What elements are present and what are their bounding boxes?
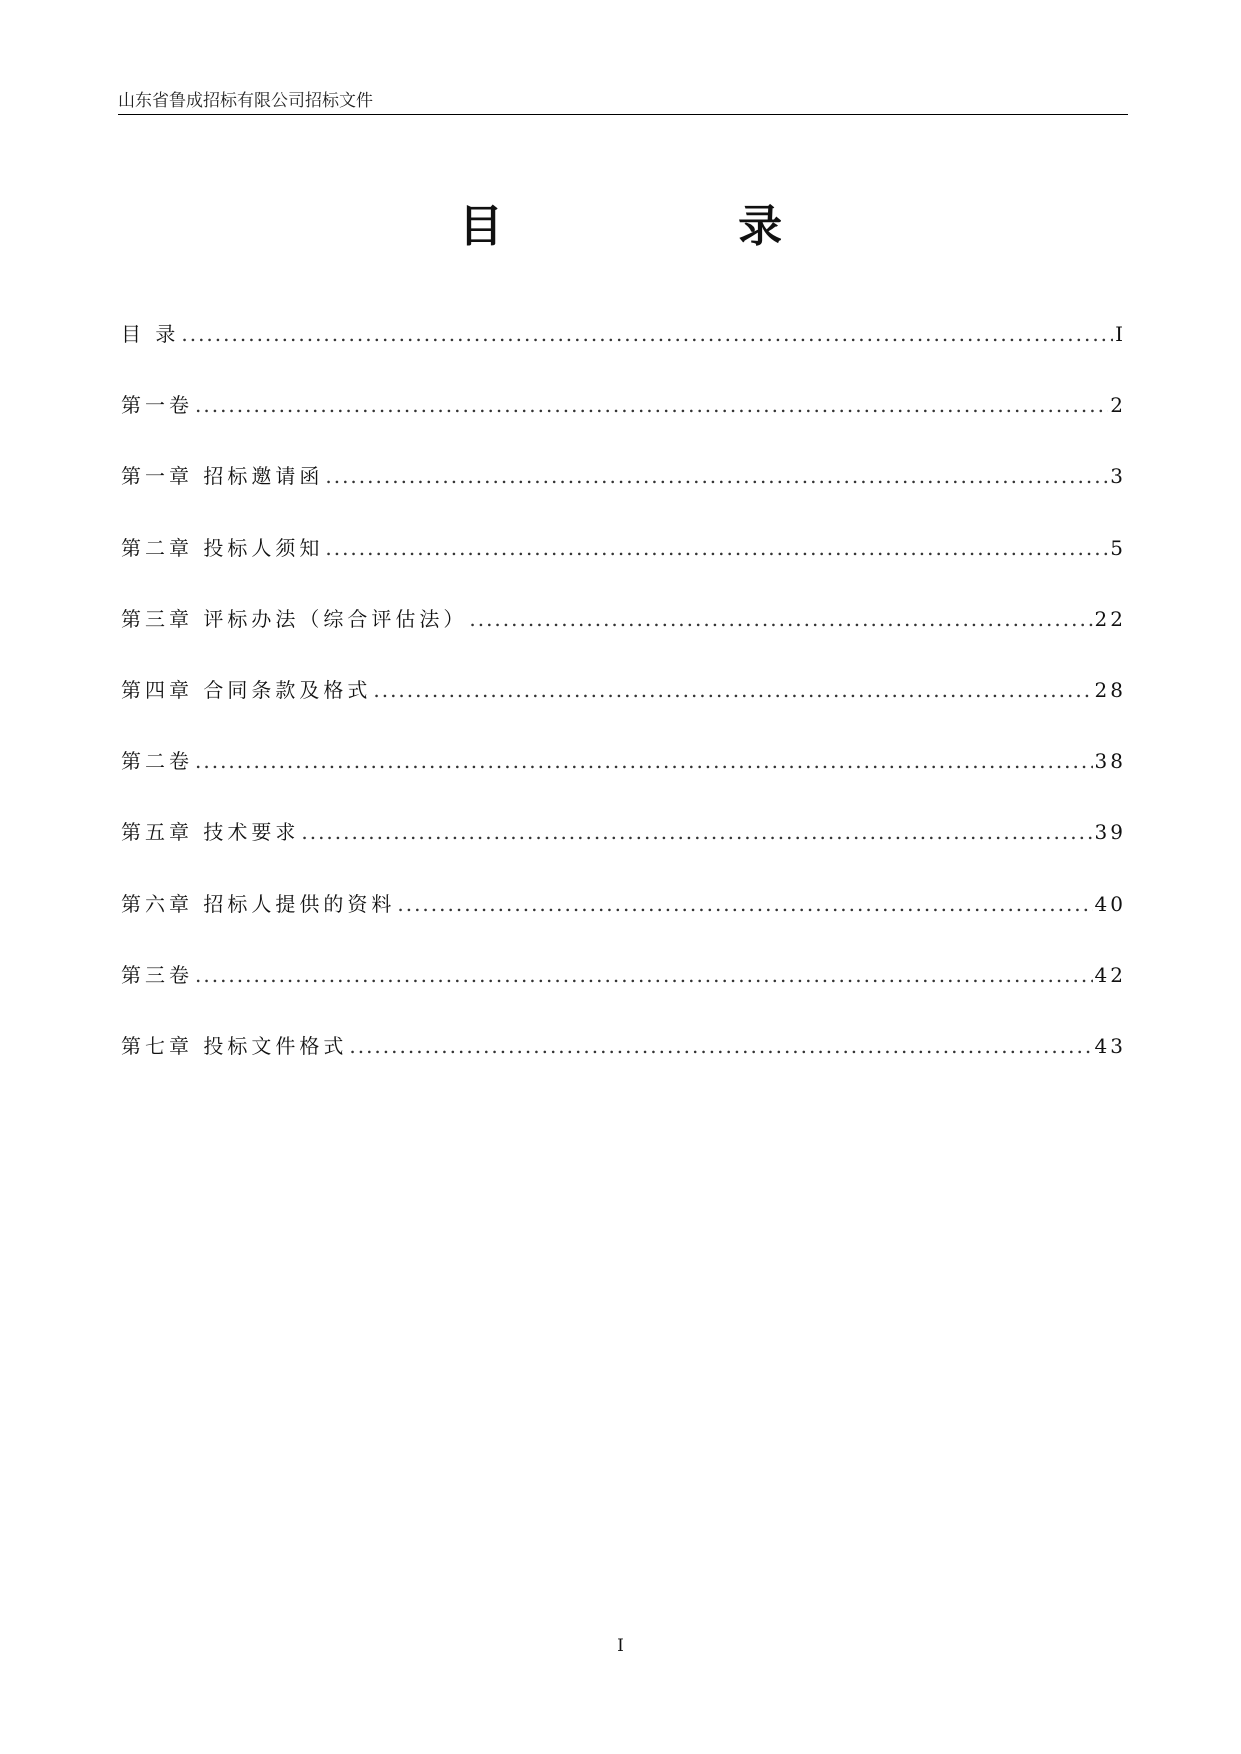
toc-dot-leader <box>373 678 1092 702</box>
toc-dot-leader <box>469 607 1092 631</box>
toc-entry-chapter-7[interactable] <box>121 1030 1126 1101</box>
toc-dot-leader <box>195 749 1093 773</box>
toc-entry-label: 第三卷 <box>121 962 193 987</box>
toc-entry-label: 第一卷 <box>121 393 193 418</box>
toc-entry-page: 3 <box>1110 464 1126 489</box>
toc-entry-volume-2[interactable] <box>121 745 1126 816</box>
toc-entry-chapter-5[interactable] <box>121 816 1126 887</box>
toc-entry-label: 第三章 评标办法（综合评估法） <box>121 606 468 631</box>
page-title: 目 录 <box>458 201 893 252</box>
toc-entry-chapter-6[interactable] <box>121 888 1126 959</box>
toc-entry-page: 38 <box>1094 749 1126 774</box>
toc-entry-page: 43 <box>1094 1033 1126 1058</box>
toc-entry-chapter-4[interactable] <box>121 674 1126 745</box>
header-company-title: 山东省鲁成招标有限公司招标文件 <box>118 91 373 111</box>
toc-entry-page: 39 <box>1094 820 1126 845</box>
toc-entry-label: 第一章 招标邀请函 <box>121 464 324 489</box>
toc-entry-label: 第六章 招标人提供的资料 <box>121 891 396 916</box>
toc-entry-chapter-2[interactable] <box>121 532 1126 603</box>
toc-entry-page: 28 <box>1094 677 1126 702</box>
toc-entry-page: 22 <box>1094 606 1126 631</box>
toc-entry-label: 第七章 投标文件格式 <box>121 1033 348 1058</box>
toc-entry-label: 第五章 技术要求 <box>121 820 300 845</box>
toc-entry-page: 42 <box>1094 962 1126 987</box>
toc-dot-leader <box>301 820 1092 844</box>
toc-dot-leader <box>397 892 1092 916</box>
toc-entry-contents[interactable] <box>121 318 1126 389</box>
toc-entry-page: 5 <box>1110 535 1126 560</box>
toc-entry-page: 2 <box>1110 393 1126 418</box>
toc-entry-label: 第四章 合同条款及格式 <box>121 677 372 702</box>
toc-entry-page: 40 <box>1094 891 1126 916</box>
toc-entry-label: 第二卷 <box>121 749 193 774</box>
page-header <box>118 86 1128 115</box>
toc-dot-leader <box>325 464 1108 488</box>
toc-dot-leader <box>195 393 1108 417</box>
toc-entry-chapter-1[interactable] <box>121 460 1126 531</box>
toc-dot-leader <box>195 963 1093 987</box>
page-number: I <box>617 1636 624 1656</box>
toc-dot-leader <box>181 322 1113 346</box>
toc-entry-volume-1[interactable] <box>121 389 1126 460</box>
toc-dot-leader <box>349 1034 1092 1058</box>
toc-entry-label: 第二章 投标人须知 <box>121 535 324 560</box>
toc-entry-label: 目 录 <box>121 322 180 346</box>
table-of-contents <box>121 318 1126 1101</box>
toc-entry-chapter-3[interactable] <box>121 603 1126 674</box>
toc-dot-leader <box>325 536 1108 560</box>
toc-entry-volume-3[interactable] <box>121 959 1126 1030</box>
toc-entry-page: I <box>1115 322 1126 346</box>
